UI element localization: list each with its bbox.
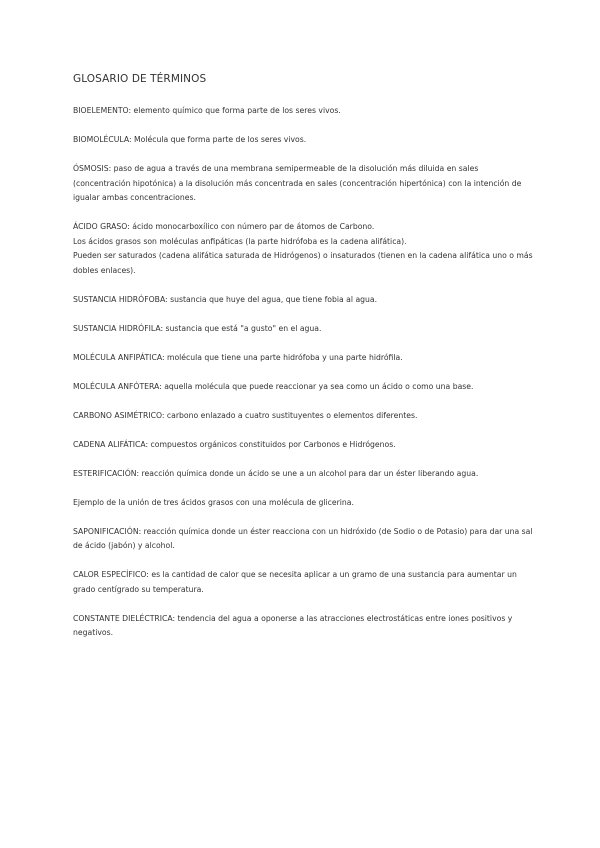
glossary-entry-esterificacion <box>73 467 533 482</box>
entry-text: MOLÉCULA ANFÓTERA: aquella molécula que puede reaccionar ya sea como un ácido o como una base. <box>73 381 474 391</box>
entry-text: SAPONIFICACIÓN: reacción química donde un éster reacciona con un hidróxido (de Sodio o de Potasio) para dar una sal de ácido (jabón) y alcohol. <box>73 526 533 550</box>
entry-text: CADENA ALIFÁTICA: compuestos orgánicos constituidos por Carbonos e Hidrógenos. <box>73 439 396 449</box>
entry-text: ÁCIDO GRASO: ácido monocarboxílico con número par de átomos de Carbono. <box>73 222 375 231</box>
entry-text: BIOELEMENTO: elemento químico que forma parte de los seres vivos. <box>73 106 341 115</box>
page-title: GLOSARIO DE TÉRMINOS <box>73 73 207 85</box>
entry-text: BIOMOLÉCULA: Molécula que forma parte de los seres vivos. <box>73 135 307 144</box>
glossary-entry-osmosis <box>73 162 533 206</box>
entry-text: Los ácidos grasos son moléculas anfipáticas (la parte hidrófoba es la cadena alifática). <box>73 236 407 246</box>
entry-text: CARBONO ASIMÉTRICO: carbono enlazado a cuatro sustituyentes o elementos diferentes. <box>73 410 418 420</box>
glossary-entry-cadena-alifatica <box>73 438 533 453</box>
glossary-entry-biomolecula <box>73 133 533 148</box>
entry-text: SUSTANCIA HIDRÓFILA: sustancia que está "a gusto" en el agua. <box>73 323 322 333</box>
glossary-content <box>73 72 533 655</box>
glossary-entry-carbono-asimetrico <box>73 409 533 424</box>
glossary-entry-constante-dielectrica <box>73 612 533 641</box>
glossary-entry-acido-graso <box>73 220 533 278</box>
glossary-entry-molecula-anfotera <box>73 380 533 395</box>
entry-text: CONSTANTE DIELÉCTRICA: tendencia del agua a oponerse a las atracciones electrostáticas entre iones positivos y negativos. <box>73 613 513 637</box>
glossary-entry-saponificacion <box>73 525 533 554</box>
glossary-entry-calor-especifico <box>73 568 533 597</box>
entry-text: CALOR ESPECÍFICO: es la cantidad de calor que se necesita aplicar a un gramo de una sustancia para aumentar un grado centígrado su temperatura. <box>73 570 517 594</box>
entry-text: Ejemplo de la unión de tres ácidos grasos con una molécula de glicerina. <box>73 497 354 507</box>
entry-text: MOLÉCULA ANFIPÁTICA: molécula que tiene una parte hidrófoba y una parte hidrófila. <box>73 352 403 362</box>
glossary-entry-molecula-anfipatica <box>73 351 533 366</box>
glossary-entry-sustancia-hidrofoba <box>73 293 533 308</box>
glossary-entry-ejemplo <box>73 496 533 511</box>
entry-text: ESTERIFICACIÓN: reacción química donde un ácido se une a un alcohol para dar un éster liberando agua. <box>73 468 479 478</box>
entry-text: SUSTANCIA HIDRÓFOBA: sustancia que huye del agua, que tiene fobia al agua. <box>73 294 378 304</box>
glossary-entry-sustancia-hidrofila <box>73 322 533 337</box>
entry-text: Pueden ser saturados (cadena alifática saturada de Hidrógenos) o insaturados (tienen en la cadena alifática uno o más dobles enlaces). <box>73 251 533 275</box>
glossary-entry-bioelemento <box>73 104 533 119</box>
entry-text: ÓSMOSIS: paso de agua a través de una membrana semipermeable de la disolución más diluida en sales (concentración hipotónica) a la disolución más concentrada en sales (concentración hipertónica) con la intención de igualar ambas concentraciones. <box>73 164 522 202</box>
